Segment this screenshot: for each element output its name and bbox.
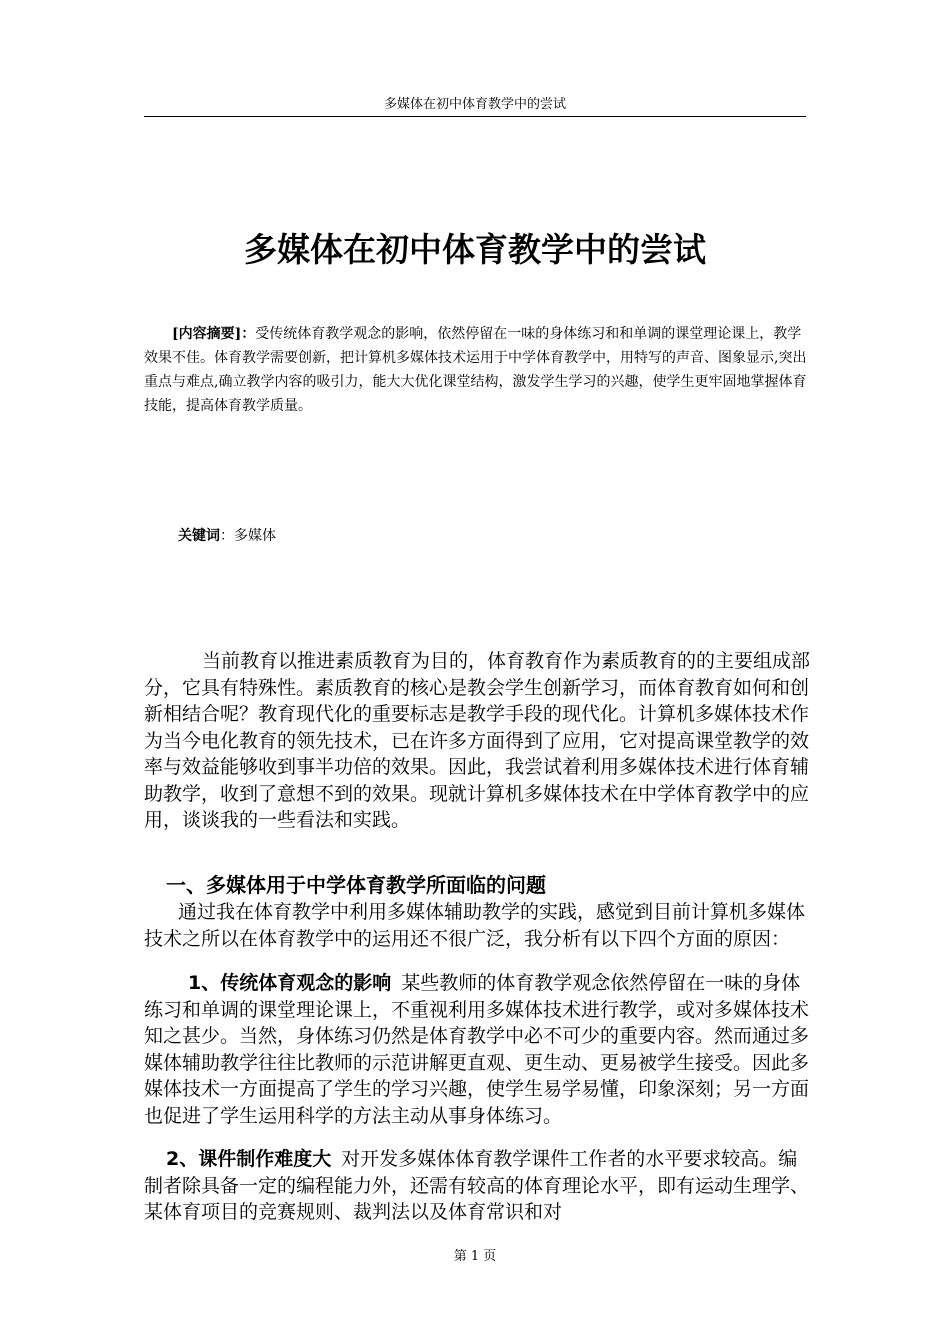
document-title: 多媒体在初中体育教学中的尝试 <box>244 230 706 269</box>
intro-paragraph: 当前教育以推进素质教育为目的，体育教育作为素质教育的的主要组成部分，它具有特殊性。素质教育的核心是教会学生创新学习，而体育教育如何和创新相结合呢？教育现代化的重要标志是教学手段的现代化。计算机多媒体技术作为当今电化教育的领先技术，已在许多方面得到了应用，它对提高课堂教学的效率与效益能够收到事半功倍的效果。因此，我尝试着利用多媒体技术进行体育辅助教学，收到了意想不到的效果。现就计算机多媒体技术在中学体育教学中的应用，谈谈我的一些看法和实践。 <box>144 650 811 831</box>
point-heading-1: 1、传统体育观念的影响 <box>188 972 392 994</box>
abstract-text: 受传统体育教学观念的影响，依然停留在一味的身体练习和和单调的课堂理论课上，教学效果不佳。体育教学需要创新，把计算机多媒体技术运用于中学体育教学中，用特写的声音、图象显示,突出重点与难点,确立教学内容的吸引力，能大大优化课堂结构，激发学生学习的兴趣，使学生更牢固地掌握体育技能，提高体育教学质量。 <box>144 326 807 414</box>
abstract-label: [内容摘要]： <box>172 326 256 342</box>
point-paragraph-2 <box>144 1146 810 1226</box>
page-number: 第 1 页 <box>453 1249 497 1264</box>
point-heading-2: 2、课件制作难度大 <box>166 1148 332 1170</box>
point-text-1: 某些教师的体育教学观念依然停留在一味的身体练习和单调的课堂理论课上，不重视利用多媒体技术进行教学，或对多媒体技术知之甚少。当然，身体练习仍然是体育教学中必不可少的重要内容。然而通过多媒体辅助教学往往比教师的示范讲解更直观、更生动、更易被学生接受。因此多媒体技术一方面提高了学生的学习兴趣，使学生易学易懂，印象深刻；另一方面也促进了学生运用科学的方法主动从事身体练习。 <box>144 972 810 1127</box>
keywords <box>178 525 276 547</box>
running-header: 多媒体在初中体育教学中的尝试 <box>144 96 806 117</box>
point-text-2: 对开发多媒体体育教学课件工作者的水平要求较高。编制者除具备一定的编程能力外，还需有较高的体育理论水平，即有运动生理学、某体育项目的竞赛规则、裁判法以及体育常识和对 <box>144 1148 810 1223</box>
keywords-separator: ： <box>220 528 234 544</box>
keywords-label: 关键词 <box>178 528 220 544</box>
point-paragraph-1 <box>144 970 810 1129</box>
keywords-value: 多媒体 <box>234 528 276 544</box>
section-heading: 一、多媒体用于中学体育教学所面临的问题 <box>166 873 546 897</box>
abstract <box>144 322 808 418</box>
section-paragraph: 通过我在体育教学中利用多媒体辅助教学的实践，感觉到目前计算机多媒体技术之所以在体育教学中的运用还不很广泛，我分析有以下四个方面的原因： <box>144 901 806 950</box>
